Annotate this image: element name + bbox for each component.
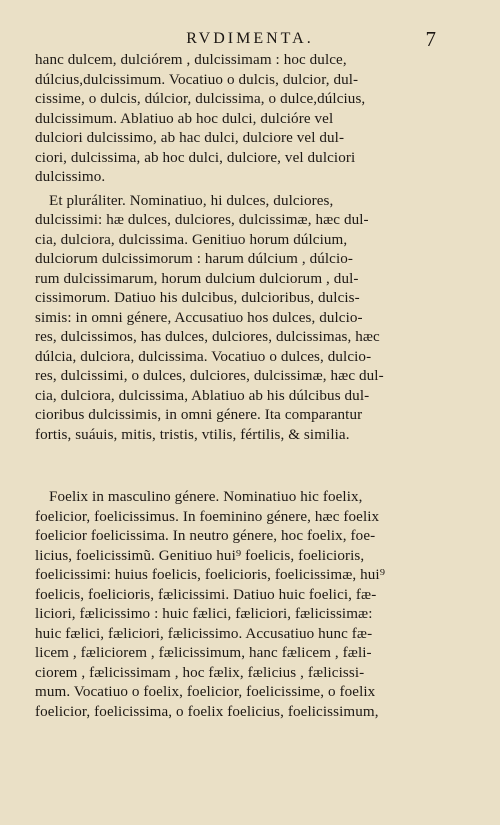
running-head xyxy=(0,26,500,52)
text-line: simis: in omni génere, Accusatiuo hos dulces, dulcio- xyxy=(35,309,363,326)
text-line: cissimorum. Datiuo his dulcibus, dulcioribus, dulcis- xyxy=(35,290,360,306)
running-title: RVDIMENTA. xyxy=(186,30,314,47)
text-line: hanc dulcem, dulciórem , dulcissimam : hoc dulce, xyxy=(35,52,347,68)
text-line: cioribus dulcissimis, in omni génere. Ita comparantur xyxy=(35,407,363,423)
text-line: dulciorum dulcissimorum : harum dúlcium , dúlcio- xyxy=(35,251,354,267)
paragraph-1 xyxy=(35,51,465,188)
text-line: licius, foelicissimũ. Genitiuo hui⁹ foelicis, foelicioris, xyxy=(35,547,365,564)
text-line: ciorem , fælicissimam , hoc fælix, fælicius , fælicissi- xyxy=(35,664,365,681)
text-line xyxy=(35,465,465,485)
text-line: foelicissimi: huius foelicis, foelicioris, foelicissimæ, hui⁹ xyxy=(35,567,386,583)
text-line: cissime, o dulcis, dúlcior, dulcissima, o dulce,dúlcius, xyxy=(35,91,366,107)
text-line: ciori, dulcissima, ab hoc dulci, dulciore, vel dulciori xyxy=(35,149,356,166)
text-line: res, dulcissimos, has dulces, dulciores, dulcissimas, hæc xyxy=(35,329,380,345)
text-line: dulcissimum. Ablatiuo ab hoc dulci, dulcióre vel xyxy=(35,110,334,127)
text-line: foelicior, foelicissimus. In foeminino génere, hæc foelix xyxy=(35,508,380,525)
text-line: Et pluráliter. Nominatiuo, hi dulces, dulciores, xyxy=(49,192,334,209)
text-line: foelicior, foelicissima, o foelix foelicius, foelicissimum, xyxy=(35,703,379,720)
text-line: dúlcius,dulcissimum. Vocatiuo o dulcis, dulcior, dul- xyxy=(35,71,359,88)
text-line: fortis, suáuis, mitis, tristis, vtilis, fértilis, & similia. xyxy=(35,426,350,443)
paragraph-2 xyxy=(35,192,465,485)
text-line: liciori, fælicissimo : huic fælici, fæliciori, fælicissimæ: xyxy=(35,606,373,622)
text-line: rum dulcissimarum, horum dulcium dulciorum , dul- xyxy=(35,270,359,287)
text-line: dulciori dulcissimo, ab hac dulci, dulciore vel dul- xyxy=(35,130,345,146)
text-line: dulcissimo. xyxy=(35,169,106,185)
text-line: Foelix in masculino génere. Nominatiuo hic foelix, xyxy=(49,489,363,505)
paragraph-3 xyxy=(35,488,465,722)
text-line xyxy=(35,445,465,465)
text-line: foelicior foelicissima. In neutro génere, hoc foelix, foe- xyxy=(35,528,376,544)
page-number: 7 xyxy=(425,27,436,51)
text-line: dúlcia, dulciora, dulcissima. Vocatiuo o dulces, dulcio- xyxy=(35,348,372,365)
text-line: cia, dulciora, dulcissima, Ablatiuo ab his dúlcibus dul- xyxy=(35,387,370,404)
text-line: res, dulcissimi, o dulces, dulciores, dulcissimæ, hæc dul- xyxy=(35,368,384,384)
text-line: huic fælici, fæliciori, fælicissimo. Accusatiuo hunc fæ- xyxy=(35,625,373,642)
text-line: dulcissimi: hæ dulces, dulciores, dulcissimæ, hæc dul- xyxy=(35,212,369,228)
text-line: cia, dulciora, dulcissima. Genitiuo horum dúlcium, xyxy=(35,231,348,248)
text-line: foelicis, foelicioris, fælicissimi. Datiuo huic foelici, fæ- xyxy=(35,586,377,603)
text-line: mum. Vocatiuo o foelix, foelicior, foelicissime, o foelix xyxy=(35,684,376,700)
body-text xyxy=(35,51,465,722)
text-line: licem , fæliciorem , fælicissimum, hanc fælicem , fæli- xyxy=(35,645,372,661)
